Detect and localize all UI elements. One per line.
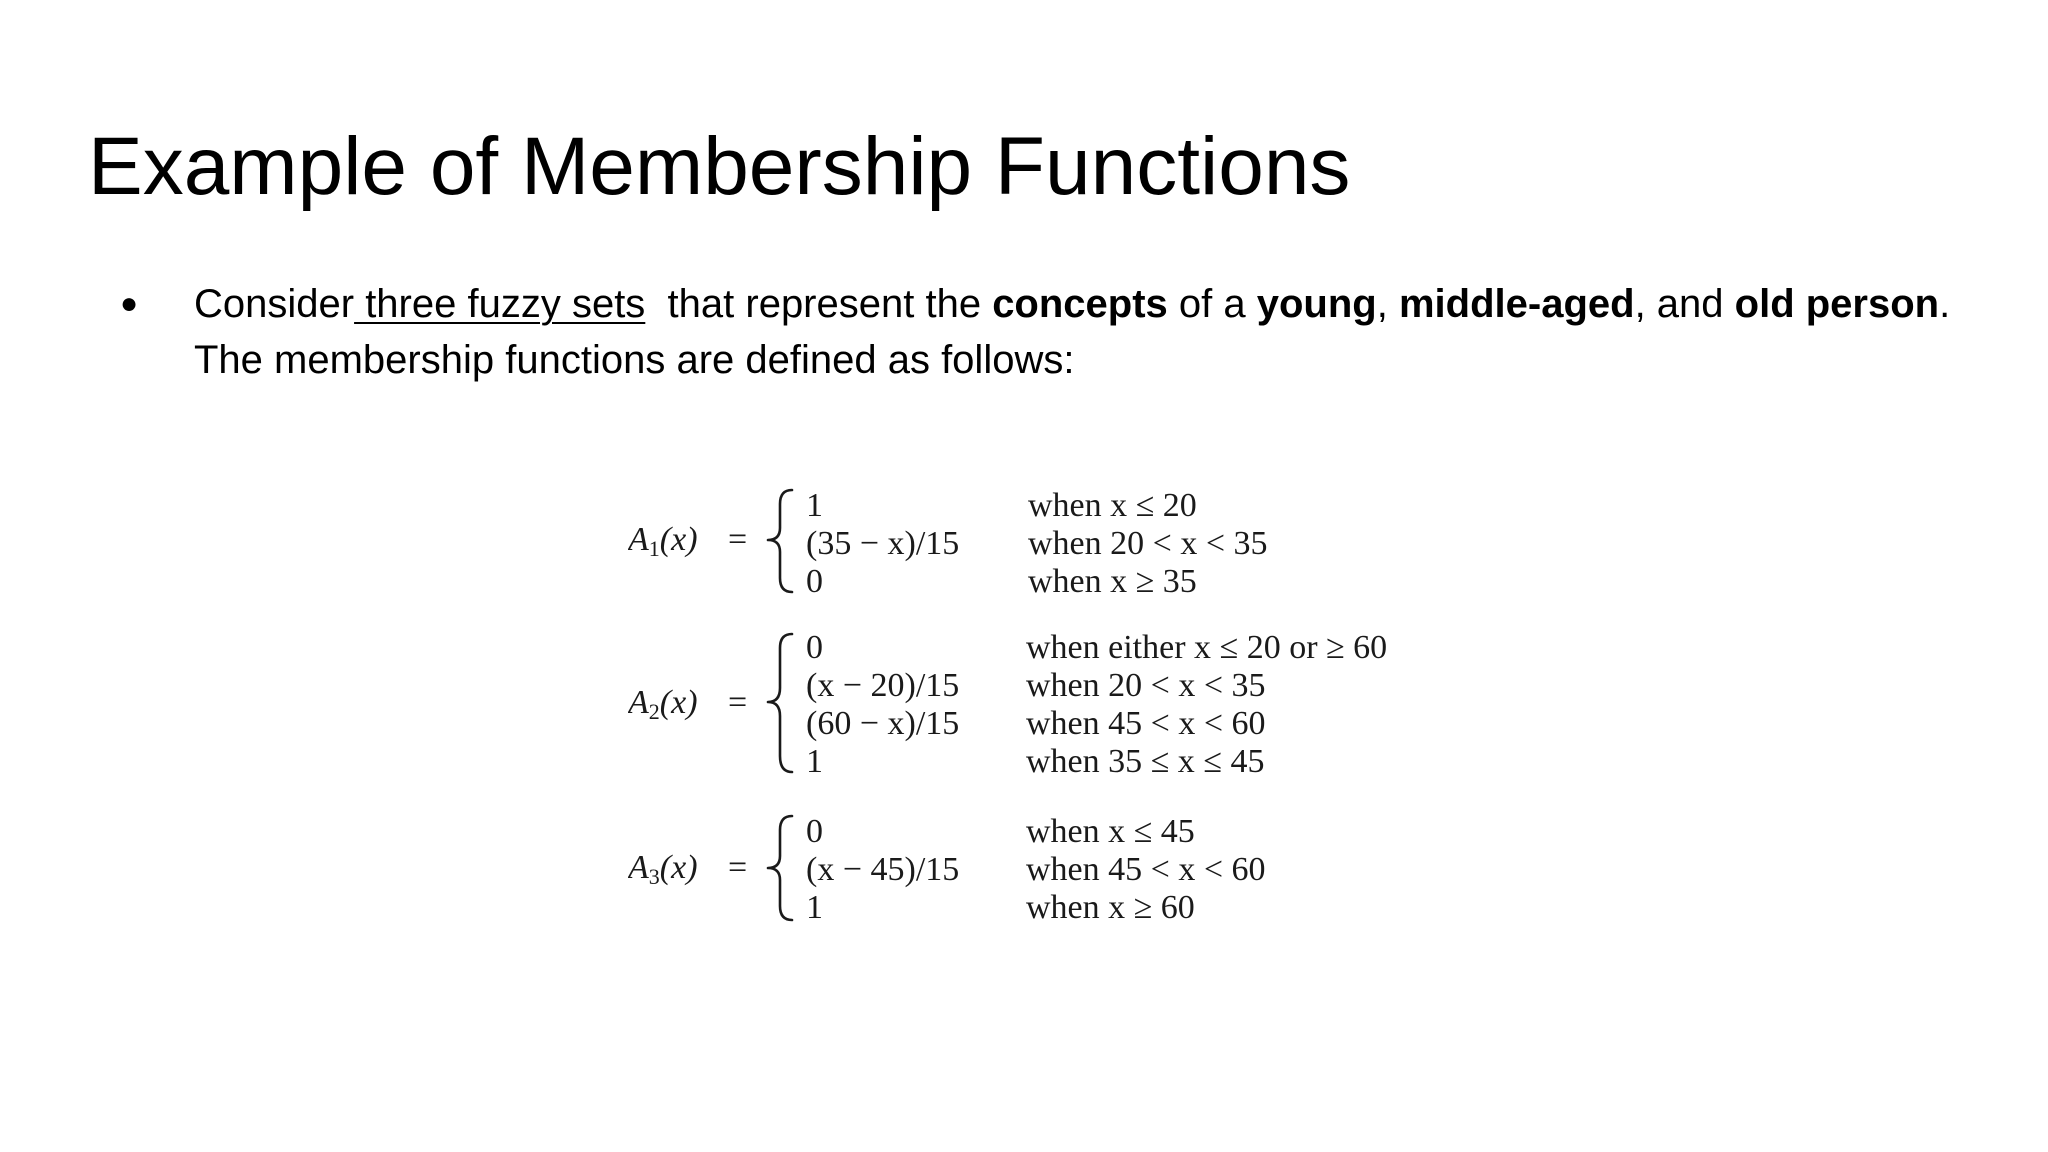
formula-a1-equals: = bbox=[728, 521, 748, 558]
formula-a1 bbox=[628, 487, 1268, 600]
formula-a3-row1-condition: when x ≤ 45 bbox=[1026, 813, 1195, 850]
formula-a3-row2-condition: when 45 < x < 60 bbox=[1026, 851, 1266, 888]
formula-a2-row1-condition: when either x ≤ 20 or ≥ 60 bbox=[1026, 629, 1388, 666]
formula-a2-row2-value: (x − 20)/15 bbox=[806, 667, 960, 704]
bullet-text bbox=[194, 282, 1950, 382]
formula-a2-row3-value: (60 − x)/15 bbox=[806, 705, 960, 742]
bullet-text-and: , and bbox=[1634, 282, 1735, 326]
formula-a1-brace-icon bbox=[768, 490, 792, 592]
formula-a2-lhs: A2(x) bbox=[628, 684, 698, 724]
formula-a2-row3-condition: when 45 < x < 60 bbox=[1026, 705, 1266, 742]
formula-a2-row4-condition: when 35 ≤ x ≤ 45 bbox=[1026, 743, 1265, 780]
formula-a1-row1-condition: when x ≤ 20 bbox=[1028, 487, 1197, 524]
membership-formulas-figure bbox=[628, 482, 1450, 944]
bullet-text-represent: that represent the bbox=[645, 282, 993, 326]
formula-a1-lhs: A1(x) bbox=[628, 521, 698, 561]
bullet-text-comma: , bbox=[1376, 282, 1399, 326]
formula-a3 bbox=[628, 813, 1266, 926]
formula-a2-row4-value: 1 bbox=[806, 743, 823, 780]
bullet-text-middle-aged: middle-aged bbox=[1398, 282, 1635, 326]
bullet-text-period: . bbox=[1939, 282, 1951, 326]
formula-a3-brace-icon bbox=[768, 816, 792, 920]
bullet-dot-icon: ● bbox=[120, 287, 139, 320]
formula-a3-row3-condition: when x ≥ 60 bbox=[1026, 889, 1195, 926]
bullet-text-of-a: of a bbox=[1167, 282, 1257, 326]
formula-a1-row2-value: (35 − x)/15 bbox=[806, 525, 960, 562]
formula-a2-row1-value: 0 bbox=[806, 629, 823, 666]
formula-a1-row2-condition: when 20 < x < 35 bbox=[1028, 525, 1268, 562]
formula-a2 bbox=[628, 629, 1387, 780]
formula-a3-equals: = bbox=[728, 849, 748, 886]
formula-a1-row1-value: 1 bbox=[806, 487, 823, 524]
bullet-text-line2: The membership functions are defined as follows: bbox=[194, 338, 1075, 382]
formula-a3-row1-value: 0 bbox=[806, 813, 823, 850]
bullet-list bbox=[112, 276, 1992, 388]
bullet-text-concepts: concepts bbox=[992, 282, 1168, 326]
formula-a3-row3-value: 1 bbox=[806, 889, 823, 926]
formula-a2-row2-condition: when 20 < x < 35 bbox=[1026, 667, 1266, 704]
formula-a2-equals: = bbox=[728, 684, 748, 721]
slide-title: Example of Membership Functions bbox=[88, 121, 1351, 212]
formula-a1-row3-value: 0 bbox=[806, 563, 823, 600]
bullet-text-young: young bbox=[1256, 282, 1377, 326]
bullet-text-fuzzy-sets: three fuzzy sets bbox=[354, 282, 646, 326]
formula-a3-row2-value: (x − 45)/15 bbox=[806, 851, 960, 888]
formula-a1-row3-condition: when x ≥ 35 bbox=[1028, 563, 1197, 600]
bullet-text-consider: Consider bbox=[194, 282, 355, 326]
formula-a2-brace-icon bbox=[768, 634, 792, 772]
formulas-svg bbox=[628, 482, 1450, 944]
formula-a3-lhs: A3(x) bbox=[628, 849, 698, 889]
bullet-item bbox=[112, 276, 1992, 388]
bullet-text-old-person: old person bbox=[1734, 282, 1940, 326]
